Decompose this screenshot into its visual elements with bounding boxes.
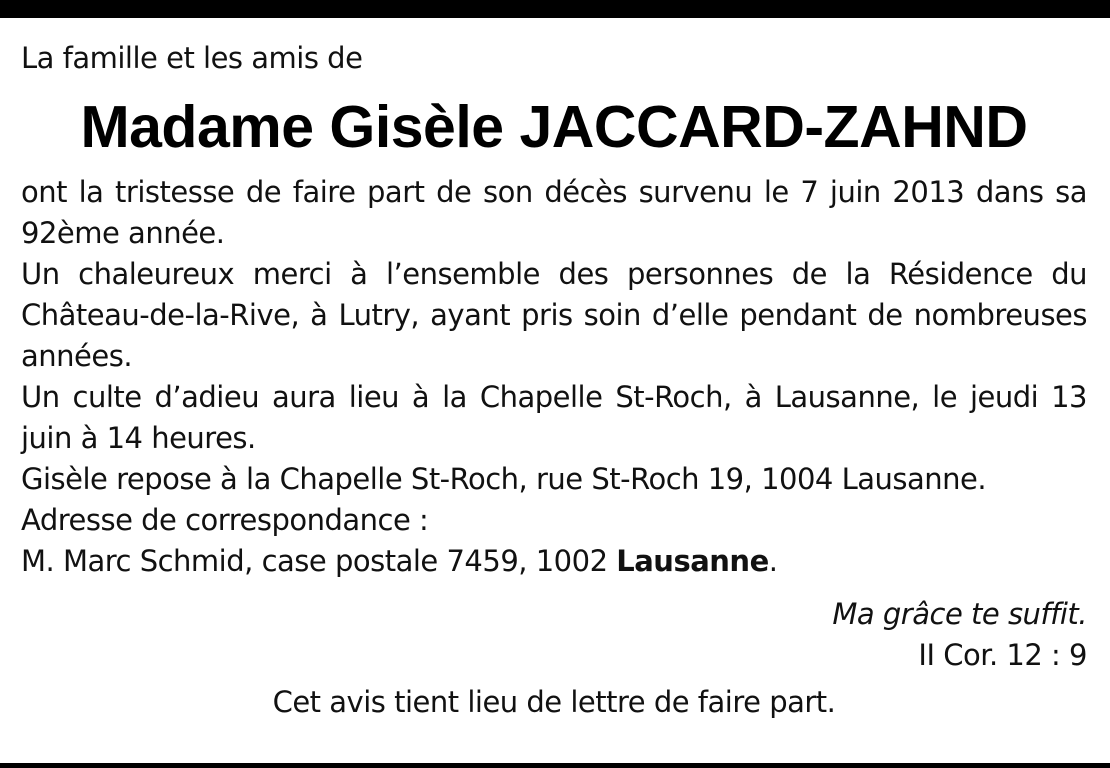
top-rule [0, 0, 1110, 18]
deceased-name: Madame Gisèle JACCARD-ZAHND [80, 94, 1028, 160]
bottom-rule [0, 763, 1110, 768]
correspondence-address-line [21, 541, 1087, 582]
thanks-paragraph: Un chaleureux merci à l’ensemble des personnes de la Résidence du Château-de-la-Rive, à Lutry, ayant pris soin d’elle pendant de nombreuses années. [21, 257, 1087, 373]
verse-reference: II Cor. 12 : 9 [918, 638, 1087, 672]
correspondence-city: Lausanne [616, 544, 769, 578]
intro-line: La famille et les amis de [21, 41, 363, 75]
service-paragraph: Un culte d’adieu aura lieu à la Chapelle St-Roch, à Lausanne, le jeudi 13 juin à 14 heures. [21, 380, 1087, 455]
correspondence-label: Adresse de correspondance : [21, 503, 429, 537]
closing-verse [21, 594, 1087, 676]
rest-location-paragraph: Gisèle repose à la Chapelle St-Roch, rue St-Roch 19, 1004 Lausanne. [21, 462, 987, 496]
correspondence-address: M. Marc Schmid, case postale 7459, 1002 [21, 544, 617, 578]
death-announcement: ont la tristesse de faire part de son décès survenu le 7 juin 2013 dans sa 92ème année. [21, 175, 1087, 250]
correspondence-end: . [768, 544, 778, 578]
footer-note: Cet avis tient lieu de lettre de faire part. [272, 685, 836, 719]
bible-verse: Ma grâce te suffit. [832, 597, 1087, 631]
obituary-notice [21, 34, 1087, 723]
